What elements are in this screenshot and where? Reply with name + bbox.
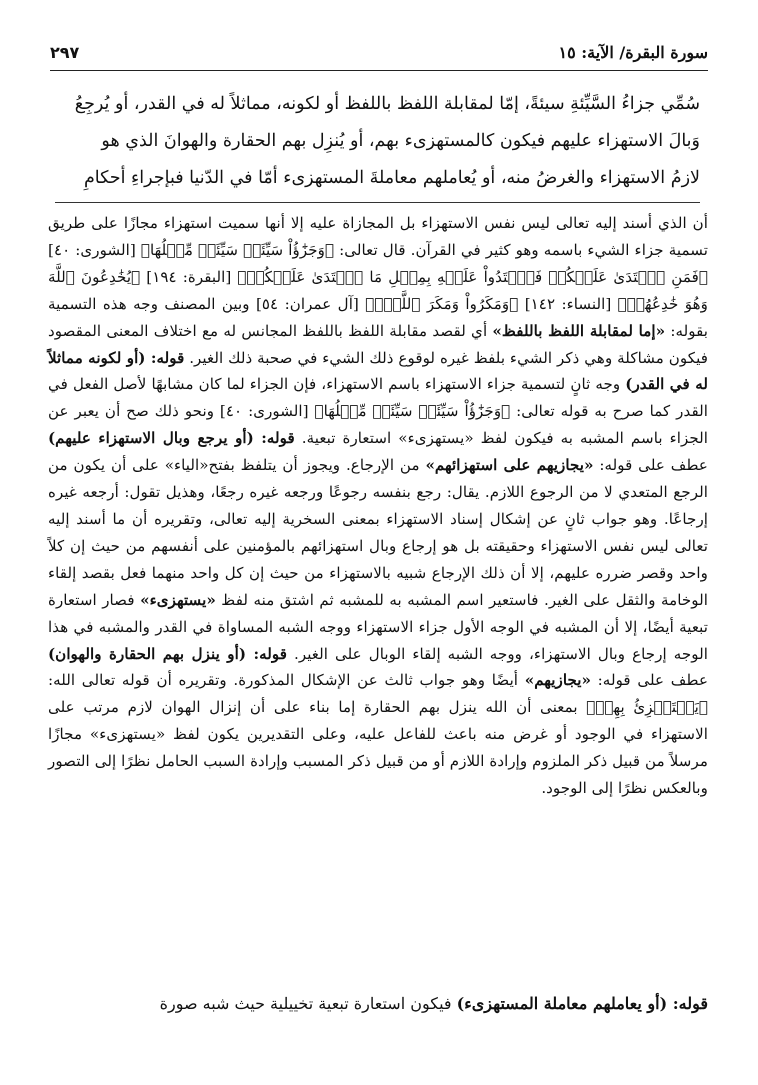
commentary-run: فصار استعارة تبعية أيضًا، إلا أن المشبه في الوجه الأول جزاء الاستهزاء ووجه الشبه المساواة في القدر والمشبه في هذا الوجه إرجاع وبال الاستهزاء، ووجه الشبه إلقاء الوبال على الغير.: [48, 590, 708, 663]
quoted-phrase: «إما لمقابلة اللفظ باللفظ»: [492, 321, 666, 340]
quran-quote: ﴿يُخَٰدِعُونَ ٱللَّهَ وَهُوَ خَٰدِعُهُمۡ﴾: [48, 267, 708, 313]
quoted-phrase: «يجازيهم على استهزائهم»: [425, 456, 594, 475]
header-rule: [50, 70, 708, 71]
commentary-run: عطف على قوله:: [591, 671, 709, 690]
commentary-paragraph: [48, 210, 708, 802]
commentary-run: بمعنى أن الله ينزل بهم الحقارة إما بناء على أن إنزال الهوان لازم مرتب على الاستهزاء في الوجود أو غرض منه باعث للفاعل عليه، وعلى التقديرين يكون لفظ «يستهزىء» مجازًا مرسلاً من قبيل ذكر الملزوم وإرادة اللازم أو من قبيل ذكر المسبب وإرادة السبب الحامل نظرًا إلى التصور وبالعكس نظرًا إلى الوجود.: [48, 698, 708, 798]
main-text-line: وَبالَ الاستهزاء عليهم فيكون كالمستهزىء بهم، أو يُنزِل بهم الحقارة والهوانَ الذي هو: [101, 131, 700, 151]
commentary-text: [48, 210, 708, 802]
commentary-run: وجه ثانٍ لتسمية جزاء الاستهزاء باسم الاستهزاء، فإن الجزاء لما كان مشابهًا لأصل الفعل في القدر كما صرح به قوله تعالى:: [48, 375, 708, 421]
qawluhu-heading: قوله: (أو يعاملهم معاملة المستهزىء): [456, 994, 708, 1013]
qawluhu-heading: قوله: (أو ينزل بهم الحقارة والهوان): [48, 644, 287, 663]
commentary-run: أيضًا وهو جواب ثالث عن الإشكال المذكورة. وتقريره أن قوله تعالى الله:: [48, 671, 525, 690]
quoted-phrase: «يستهزىء»: [140, 590, 216, 609]
commentary-run: [البقرة: ١٩٤]: [140, 267, 238, 286]
main-text-line: سُمِّي جزاءُ السَّيِّئةِ سيئةً، إمّا لمقابلة اللفظ باللفظ أو لكونه، مماثلاً له في القدر، أو يُرجِعُ: [74, 94, 700, 114]
main-text: [55, 86, 700, 197]
commentary-run: [آل عمران: ٥٤] وبين المصنف وجه هذه التسمية بقوله:: [48, 294, 708, 340]
qawluhu-heading: قوله: (أو يرجع وبال الاستهزاء عليهم): [48, 429, 295, 448]
main-text-line: لازمُ الاستهزاء والغرضُ منه، أو يُعاملهم معاملةَ المستهزىء أمّا في الدّنيا فبإجراءِ أحكامِ: [83, 168, 700, 188]
commentary-run: من الإرجاع. ويجوز أن يتلفظ بفتح«الياء» على أن يكون من الرجع المتعدي لا من الرجوع اللازم. يقال: رجع بنفسه رجوعًا ورجعه غيره رجعًا، وهذيل تقول: أرجعه غيره إرجاعًا. وهو جواب ثانٍ عن إشكال إسناد الاستهزاء بمعنى السخرية إليه تعالى، وتقريره أن ما أسند إليه تعالى ليس نفس الاستهزاء وحقيقته بل هو إرجاع وبال استهزائهم بالمؤمنين على أنفسهم من حيث إن كلاً واحد وقصر ضرره عليهم، إلا أن ذلك الإرجاع شبيه بالاستهزاء من حيث إن كل واحد منهما فعل بقصد إلقاء الوخامة والثقل على الغير. فاستعير اسم المشبه به للمشبه ثم اشتق منه لفظ: [48, 456, 708, 609]
commentary-separator: [55, 202, 700, 203]
commentary-run: عطف على قوله:: [593, 456, 708, 475]
qawluhu-heading: قوله: (أو لكونه مماثلاً له في القدر): [48, 348, 708, 394]
page-number: ٢٩٧: [50, 42, 80, 62]
quran-quote: ﴿وَجَزَٰٓؤُاْ سَيِّئَةٖ سَيِّئَةٞ مِّثۡلُهَا﴾: [140, 240, 335, 259]
commentary-run: أن الذي أسند إليه تعالى ليس نفس الاستهزاء بل المجازاة عليه إلا أنها سميت استهزاء مجازًا على طريق تسمية جزاء الشيء باسمه وهو كثير في القرآن. قال تعالى:: [48, 214, 708, 259]
commentary-run: فيكون استعارة تبعية تخييلية حيث شبه صورة: [159, 994, 457, 1013]
quran-quote: ﴿فَمَنِ ٱعۡتَدَىٰ عَلَيۡكُمۡ فَٱعۡتَدُواْ عَلَيۡهِ بِمِثۡلِ مَا ٱعۡتَدَىٰ عَلَيۡكُمۡ﴾: [237, 267, 708, 286]
quran-quote: ﴿وَمَكَرُواْ وَمَكَرَ ٱللَّهُۖ﴾: [365, 294, 519, 313]
surah-verse-label: سورة البقرة/ الآية: ١٥: [558, 42, 708, 62]
quoted-phrase: «يجازيهم»: [524, 671, 592, 690]
running-header: [50, 38, 708, 66]
commentary-paragraph-next: [55, 990, 708, 1018]
commentary-run: أي لقصد مقابلة اللفظ باللفظ المجانس له مع اختلاف المعنى المقصود فيكون مشاكلة وهي ذكر الشيء بلفظ غيره لوقوع ذلك الشيء في صحبة ذلك الغير.: [48, 321, 708, 367]
commentary-run: [الشورى: ٤٠] ونحو ذلك صح أن يعبر عن الجزاء باسم المشبه به فيكون لفظ «يستهزىء» استعارة تبعية.: [48, 402, 708, 448]
commentary-run: [الشورى: ٤٠]: [48, 240, 141, 259]
commentary-run: [النساء: ١٤٢]: [518, 294, 618, 313]
quran-quote: ﴿وَجَزَٰٓؤُاْ سَيِّئَةٖ سَيِّئَةٞ مِّثۡلُهَا﴾: [314, 402, 511, 421]
quran-quote: ﴿يَسۡتَهۡزِئُ بِهِمۡ﴾: [586, 698, 709, 717]
